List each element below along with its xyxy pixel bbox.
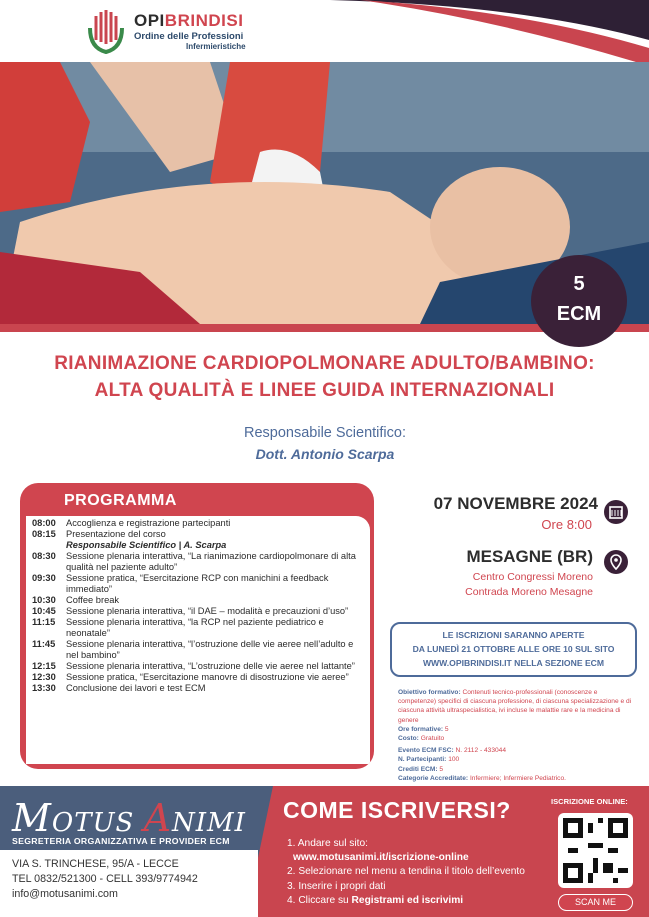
ecm-value: 5 [573, 273, 585, 295]
date-text: 07 NOVEMBRE 2024 [433, 494, 598, 513]
programma-desc: Sessione plenaria interattiva, “La rianimazione cardiopolmonare di alta qualità nel paziente adulto” [66, 551, 356, 572]
event-title [20, 350, 629, 404]
programma-box [20, 483, 374, 769]
motus-address [12, 857, 198, 902]
programma-desc: Sessione pratica, “Esercitazione RCP con manichini a feedback immediato” [66, 573, 329, 594]
programma-desc: Responsabile Scientifico | A. Scarpa [66, 540, 227, 550]
qr-code[interactable] [558, 813, 633, 888]
come-iscriversi-title: COME ISCRIVERSI? [283, 797, 511, 823]
step-4: 4. Cliccare su Registrami ed iscrivimi [287, 894, 464, 906]
programma-item [32, 518, 364, 529]
programma-time: 13:30 [32, 683, 56, 693]
responsabile-scientifico [160, 425, 490, 462]
step-3: 3. Inserire i propri dati [287, 880, 386, 892]
programma-desc: Accoglienza e registrazione partecipanti [66, 518, 231, 528]
programma-desc: Presentazione del corso [66, 529, 166, 539]
calendar-icon [604, 500, 628, 524]
opi-logo: OPIBRINDISI Ordine delle Professioni Infermieristiche [82, 8, 246, 54]
org-subtitle: Ordine delle Professioni [134, 31, 244, 42]
header [0, 0, 649, 66]
event-date [393, 494, 598, 532]
org-subtitle-2: Infermieristiche [186, 42, 246, 51]
time-text: Ore 8:00 [541, 517, 592, 532]
programma-item [32, 540, 364, 551]
address-line: VIA S. TRINCHESE, 95/A - LECCE [12, 858, 179, 870]
programma-desc: Sessione plenaria interattiva, “L’ostruzione delle vie aeree nel lattante” [66, 661, 355, 671]
programma-item [32, 617, 364, 639]
programma-time: 12:15 [32, 661, 56, 671]
programma-item [32, 551, 364, 573]
responsabile-label: Responsabile Scientifico: [243, 425, 406, 441]
event-place [393, 547, 593, 600]
ecm-label: ECM [556, 303, 602, 325]
programma-desc: Sessione pratica, “Esercitazione manovre di disostruzione vie aeree” [66, 672, 349, 682]
programma-item [32, 683, 364, 694]
programma-desc: Sessione plenaria interattiva, “il DAE – modalità e precauzioni d’uso” [66, 606, 349, 616]
programma-time: 12:30 [32, 672, 56, 682]
programma-desc: Coffee break [66, 595, 120, 605]
programma-time: 08:30 [32, 551, 56, 561]
programma-time: 08:00 [32, 518, 56, 528]
programma-desc: Conclusione dei lavori e test ECM [66, 683, 206, 693]
programma-time: 10:30 [32, 595, 56, 605]
programma-item [32, 672, 364, 683]
programma-item [32, 595, 364, 606]
city-text: MESAGNE (BR) [466, 547, 593, 566]
programma-item [32, 639, 364, 661]
programma-heading: PROGRAMMA [64, 492, 177, 509]
iscrizioni-line-1: LE ISCRIZIONI SARANNO APERTE [442, 630, 585, 640]
programma-list [26, 516, 370, 764]
programma-item [32, 606, 364, 617]
title-line-1: RIANIMAZIONE CARDIOPOLMONARE ADULTO/BAMBINO: [54, 353, 595, 374]
programma-item [32, 661, 364, 672]
iscrizioni-link[interactable]: WWW.OPIBRINDISI.IT NELLA SEZIONE ECM [422, 658, 605, 668]
step-1: 1. Andare sul sito: [287, 838, 368, 849]
location-pin-icon [604, 550, 628, 574]
motus-animi-logo: MOTUS ANIMI [12, 796, 246, 840]
programma-time: 08:15 [32, 529, 56, 539]
responsabile-name: Dott. Antonio Scarpa [255, 446, 395, 462]
programma-time: 11:15 [32, 617, 56, 627]
title-line-2: ALTA QUALITÀ E LINEE GUIDA INTERNAZIONALI [94, 380, 555, 401]
programma-time: 11:45 [32, 639, 56, 649]
come-iscriversi-steps [287, 837, 525, 908]
programma-time [32, 540, 66, 551]
iscrizioni-line-2: DA LUNEDÌ 21 OTTOBRE ALLE ORE 10 SUL SITO [412, 644, 615, 654]
programma-desc: Sessione plenaria interattiva, “l’ostruzione delle vie aeree nell’adulto e nel bambino” [66, 639, 354, 660]
qr-label: ISCRIZIONE ONLINE: [551, 797, 628, 806]
opi-emblem-icon [82, 8, 130, 54]
programma-item [32, 529, 364, 540]
programma-item [32, 573, 364, 595]
programma-time: 10:45 [32, 606, 56, 616]
scan-me-button[interactable]: SCAN ME [558, 894, 633, 911]
venue-line-1: Centro Congressi Moreno [472, 571, 593, 583]
ecm-badge [531, 255, 627, 347]
step-2: 2. Selezionare nel menu a tendina il titolo dell’evento [287, 866, 525, 878]
venue-line-2: Contrada Moreno Mesagne [465, 586, 593, 598]
programma-desc: Sessione plenaria interattiva, “la RCP nel paziente pediatrico e neonatale” [66, 617, 324, 638]
email-link[interactable]: info@motusanimi.com [12, 888, 118, 900]
programma-time: 09:30 [32, 573, 56, 583]
signup-url-link[interactable]: www.motusanimi.it/iscrizione-online [293, 852, 469, 864]
qr-code-icon [563, 818, 628, 883]
phone-line: TEL 0832/521300 - CELL 393/9774942 [12, 873, 198, 885]
ecm-info: Obiettivo formativo: Contenuti tecnico-professionali (conoscenze e competenze) specifici di ciascuna professione, di ciascuna specializzazione e di ciascuna attività ultraspecialistica, ivi incluse le malattie rare e la medicina di genere Ore formative: 5 Costo: Gratuito Evento ECM FSC: N. 2112 - 433044 N. Partecipanti: 100 Crediti ECM: 5 Categorie Accreditate: Infermiere; Infermiere Pediatrico. [398, 689, 632, 782]
iscrizioni-box [390, 622, 637, 677]
motus-subtitle: SEGRETERIA ORGANIZZATIVA E PROVIDER ECM [12, 836, 230, 846]
